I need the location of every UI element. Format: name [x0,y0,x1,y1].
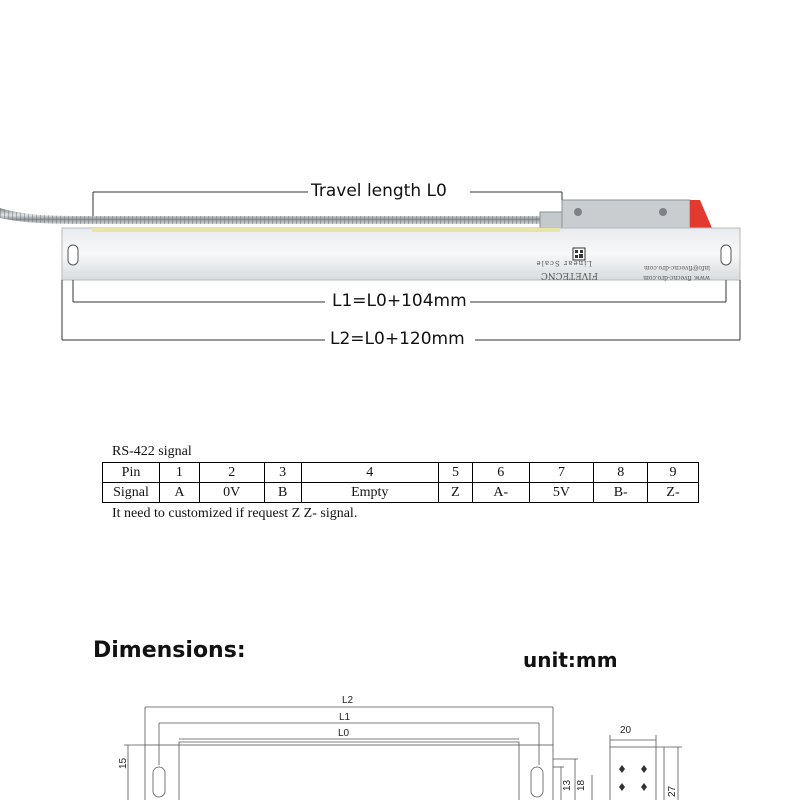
travel-length-label: Travel length L0 [311,181,447,201]
table-cell: 7 [529,463,594,483]
table-cell: B [264,483,301,503]
table-cell: B- [594,483,648,503]
dimension-drawing-svg [0,685,800,800]
signal-section [102,444,702,522]
scale-print-model: Linear Scale [535,259,592,267]
dim-label-15: 15 [118,757,129,769]
reading-head [562,200,690,230]
dim-label-l1: L1 [339,712,351,723]
l2-label: L2=L0+120mm [330,329,465,349]
table-cell: 5V [529,483,594,503]
dim-label-l2: L2 [342,695,354,706]
dimensions-title: Dimensions: [93,638,246,663]
dim-label-18: 18 [576,779,587,791]
table-cell: 5 [438,463,472,483]
dim-label-13: 13 [562,779,573,791]
red-end-cap [690,200,712,228]
cable-connector [540,212,562,228]
table-cell: A [160,483,200,503]
table-cell: 0V [199,483,264,503]
scale-print-email: info@fivecnc-dro.com [644,264,710,271]
table-cell: 6 [473,463,529,483]
unit-label: unit:mm [523,648,618,672]
mount-slot-right [721,245,731,265]
armored-cable [0,208,555,224]
table-row-signal [103,483,699,503]
table-cell: 1 [160,463,200,483]
table-cell: 3 [264,463,301,483]
table-row-pin [103,463,699,483]
signal-title: RS-422 signal [112,444,192,459]
table-cell: 9 [648,463,699,483]
l1-label: L1=L0+104mm [332,291,467,311]
table-cell: 2 [199,463,264,483]
dimension-drawing [0,685,800,800]
table-cell: Z [438,483,472,503]
mount-slot-left [68,245,78,265]
scale-print [480,252,710,282]
table-cell: Z- [648,483,699,503]
table-cell: 4 [301,463,438,483]
scale-print-web: www. fivecnc-dro.com [643,274,710,281]
signal-table [102,462,699,503]
table-cell: Empty [301,483,438,503]
signal-note: It need to customized if request Z Z- signal. [112,506,358,521]
row-header: Signal [103,483,160,503]
scale-print-brand: FIVETECNC [540,270,598,280]
table-cell: 8 [594,463,648,483]
row-header: Pin [103,463,160,483]
dim-label-20: 20 [620,725,632,736]
dim-label-27: 27 [667,785,678,797]
dim-label-l0: L0 [338,728,350,739]
scale-photo [0,170,800,370]
table-cell: A- [473,483,529,503]
